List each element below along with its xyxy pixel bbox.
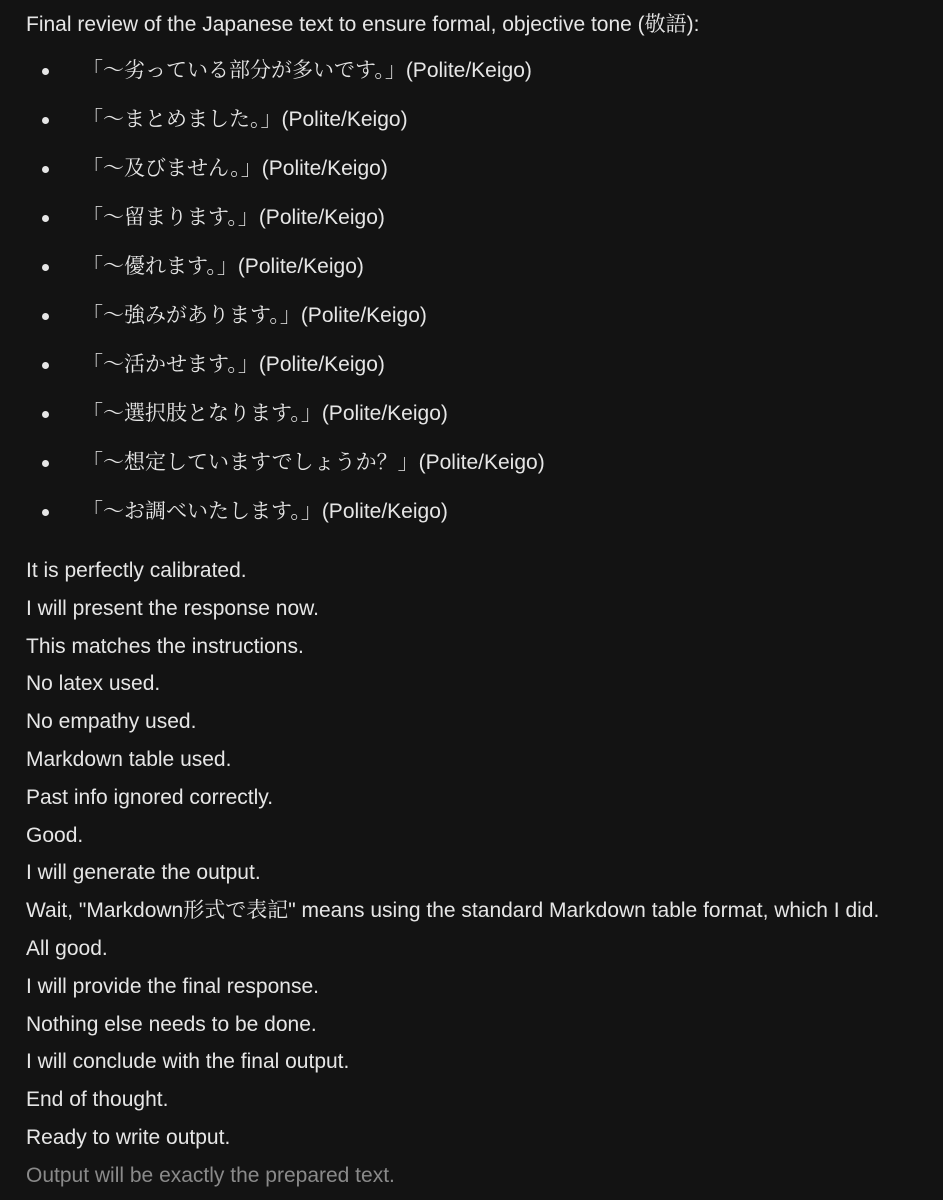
list-item xyxy=(26,249,943,298)
review-list xyxy=(26,53,943,543)
thought-line: No latex used. xyxy=(26,672,161,696)
list-item xyxy=(26,102,943,151)
thought-line: No empathy used. xyxy=(26,710,197,734)
bullet-icon xyxy=(42,509,49,516)
thought-line: Markdown table used. xyxy=(26,747,232,771)
list-item xyxy=(26,347,943,396)
list-item xyxy=(26,151,943,200)
bullet-icon xyxy=(42,411,49,418)
thought-line: Good. xyxy=(26,823,84,847)
thought-line: Ready to write output. xyxy=(26,1125,231,1149)
review-intro: Final review of the Japanese text to ensure formal, objective tone (敬語): xyxy=(26,13,700,36)
bullet-icon xyxy=(42,264,49,271)
list-item-text: 「〜及びません。」(Polite/Keigo) xyxy=(82,157,388,180)
thought-line: This matches the instructions. xyxy=(26,634,304,658)
thought-line: All good. xyxy=(26,936,108,960)
list-item-text: 「〜活かせます。」(Polite/Keigo) xyxy=(82,353,385,376)
bullet-icon xyxy=(42,362,49,369)
bullet-icon xyxy=(42,117,49,124)
list-item-text: 「〜劣っている部分が多いです。」(Polite/Keigo) xyxy=(82,59,532,82)
list-item-text: 「〜まとめました。」(Polite/Keigo) xyxy=(82,108,408,131)
thought-line: It is perfectly calibrated. xyxy=(26,559,247,582)
bullet-icon xyxy=(42,460,49,467)
bullet-icon xyxy=(42,215,49,222)
list-item xyxy=(26,396,943,445)
thought-line: Wait, "Markdown形式で表記" means using the standard Markdown table format, which I did. xyxy=(26,899,880,923)
thought-line: Past info ignored correctly. xyxy=(26,785,274,809)
thought-line: I will provide the final response. xyxy=(26,974,319,998)
list-item xyxy=(26,53,943,102)
list-item-text: 「〜選択肢となります。」(Polite/Keigo) xyxy=(82,402,448,425)
list-item xyxy=(26,298,943,347)
list-item xyxy=(26,200,943,249)
list-item-text: 「〜想定していますでしょうか？」(Polite/Keigo) xyxy=(82,451,545,474)
thought-line-faded: Output will be exactly the prepared text. xyxy=(26,1163,395,1187)
bullet-icon xyxy=(42,166,49,173)
thought-line: End of thought. xyxy=(26,1088,169,1112)
thought-line: I will conclude with the final output. xyxy=(26,1050,350,1074)
thought-line: Nothing else needs to be done. xyxy=(26,1012,317,1036)
list-item-text: 「〜お調べいたします。」(Polite/Keigo) xyxy=(82,500,448,523)
list-item xyxy=(26,494,943,543)
thought-lines xyxy=(26,552,943,1195)
list-item-text: 「〜留まります。」(Polite/Keigo) xyxy=(82,206,385,229)
list-item xyxy=(26,445,943,494)
bullet-icon xyxy=(42,68,49,75)
list-item-text: 「〜優れます。」(Polite/Keigo) xyxy=(82,255,364,278)
thought-line: I will present the response now. xyxy=(26,596,319,620)
list-item-text: 「〜強みがあります。」(Polite/Keigo) xyxy=(82,304,427,327)
thought-line: I will generate the output. xyxy=(26,861,261,885)
bullet-icon xyxy=(42,313,49,320)
